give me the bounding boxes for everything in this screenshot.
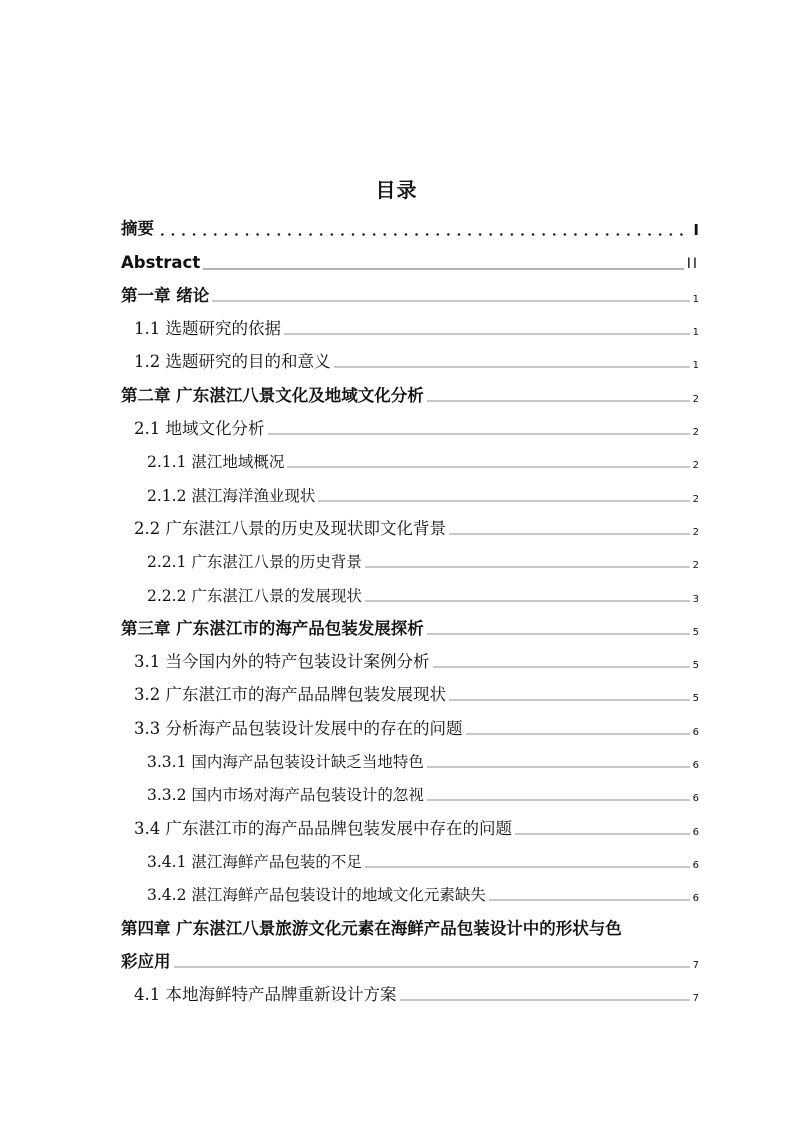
toc-page-number: 1 [692,360,699,372]
toc-page-number: 5 [692,660,699,672]
toc-entry-2-2[interactable] [121,511,699,544]
toc-page-number: 2 [692,560,699,572]
toc-entry-label: 2.1.1 湛江地域概况 [147,453,285,472]
toc-entry-2-1[interactable] [121,411,699,444]
toc-entry-chapter-1[interactable] [121,278,699,311]
toc-page-number: 6 [692,726,699,738]
toc-page-number: II [686,255,699,272]
toc-page-number: 1 [692,293,699,305]
toc-entry-3-4-2[interactable] [121,877,699,910]
dot-leader [334,366,690,368]
toc-entry-label: 4.1 本地海鲜特产品牌重新设计方案 [134,985,397,1005]
dot-leader [318,500,689,502]
toc-entry-label: 2.2.2 广东湛江八景的发展现状 [147,586,362,605]
toc-page-number: 2 [692,393,699,405]
dot-leader [489,899,690,901]
dot-leader [433,666,690,668]
toc-page-number: 5 [692,626,699,638]
dot-leader [427,633,690,635]
toc-entry-label: 3.2 广东湛江市的海产品品牌包装发展现状 [134,685,446,705]
toc-title: 目录 [375,178,418,202]
toc-page-number: I [693,221,699,240]
toc-entry-label: 3.4.1 湛江海鲜产品包装的不足 [147,852,362,871]
dot-leader [287,466,689,468]
toc-entry-label: Abstract [121,252,201,272]
toc-page-number: 7 [692,993,699,1005]
dot-leader [449,533,690,535]
toc-entry-label: 3.1 当今国内外的特产包装设计案例分析 [134,652,430,672]
toc-page-number: 2 [692,460,699,472]
toc-entry-label: 2.1 地域文化分析 [134,419,265,439]
toc-page-number: 6 [692,893,699,905]
dot-leader [365,566,690,568]
toc-entry-1-1[interactable] [121,311,699,344]
toc-entry-3-4[interactable] [121,810,699,843]
toc-entry-label: 3.3.1 国内海产品包装设计缺乏当地特色 [147,753,424,772]
toc-page-number: 5 [692,693,699,705]
toc-entry-3-3[interactable] [121,710,699,743]
toc-entry-label: 3.4 广东湛江市的海产品品牌包装发展中存在的问题 [134,818,512,838]
toc-entry-label: 1.1 选题研究的依据 [134,319,281,339]
table-of-contents [121,211,699,1010]
toc-entry-line-2 [121,944,699,977]
toc-entry-4-1[interactable] [121,977,699,1010]
toc-page-number: 6 [692,859,699,871]
toc-entry-label: 第一章 绪论 [121,285,210,305]
toc-entry-chapter-4[interactable] [121,910,699,977]
toc-entry-3-1[interactable] [121,644,699,677]
toc-entry-label: 第四章 广东湛江八景旅游文化元素在海鲜产品包装设计中的形状与色 [121,918,622,938]
toc-entry-2-2-2[interactable] [121,577,699,610]
toc-entry-abstract-en[interactable] [121,244,699,277]
toc-page-number: 7 [692,959,699,971]
toc-entry-label: 3.3 分析海产品包装设计发展中的存在的问题 [134,718,463,738]
toc-entry-chapter-2[interactable] [121,377,699,410]
toc-entry-1-2[interactable] [121,344,699,377]
toc-page-number: 2 [692,427,699,439]
toc-entry-3-4-1[interactable] [121,844,699,877]
toc-page-number: 3 [692,593,699,605]
dot-leader [427,766,690,768]
dot-leader [174,966,690,968]
toc-entry-label: 1.2 选题研究的目的和意义 [134,352,331,372]
dot-leader [365,866,690,868]
toc-page-number: 6 [692,826,699,838]
dot-leader [365,600,690,602]
toc-entry-label: 2.2.1 广东湛江八景的历史背景 [147,553,362,572]
toc-entry-label: 2.1.2 湛江海洋渔业现状 [147,486,316,505]
toc-page-number: 6 [692,793,699,805]
dot-leader [268,433,690,435]
toc-page-number: 6 [692,760,699,772]
toc-page-number: 1 [692,327,699,339]
toc-entry-3-3-2[interactable] [121,777,699,810]
dot-leader [203,267,684,270]
toc-entry-label: 摘要 [121,219,154,239]
toc-entry-3-3-1[interactable] [121,744,699,777]
toc-entry-2-1-1[interactable] [121,444,699,477]
toc-page-number: 2 [692,493,699,505]
dot-leader [449,699,690,701]
dot-leader [212,300,689,302]
toc-entry-2-2-1[interactable] [121,544,699,577]
toc-entry-label: 2.2 广东湛江八景的历史及现状即文化背景 [134,518,446,538]
toc-page-number: 2 [692,526,699,538]
dot-leader [427,400,690,402]
toc-entry-label: 3.3.2 国内市场对海产品包装设计的忽视 [147,786,424,805]
toc-entry-2-1-2[interactable] [121,477,699,510]
dot-leader [284,333,690,335]
dot-leader [400,999,690,1001]
dot-leader [466,733,690,735]
dot-leader [157,233,690,236]
toc-entry-label: 第三章 广东湛江市的海产品包装发展探析 [121,618,424,638]
toc-entry-abstract-cn[interactable] [121,211,699,244]
dot-leader [427,799,690,801]
toc-entry-label: 第二章 广东湛江八景文化及地域文化分析 [121,385,424,405]
toc-entry-chapter-3[interactable] [121,611,699,644]
toc-entry-line-1 [121,910,699,943]
toc-entry-label: 3.4.2 湛江海鲜产品包装设计的地域文化元素缺失 [147,886,486,905]
toc-entry-3-2[interactable] [121,677,699,710]
dot-leader [515,833,690,835]
toc-entry-label-continued: 彩应用 [121,951,171,971]
